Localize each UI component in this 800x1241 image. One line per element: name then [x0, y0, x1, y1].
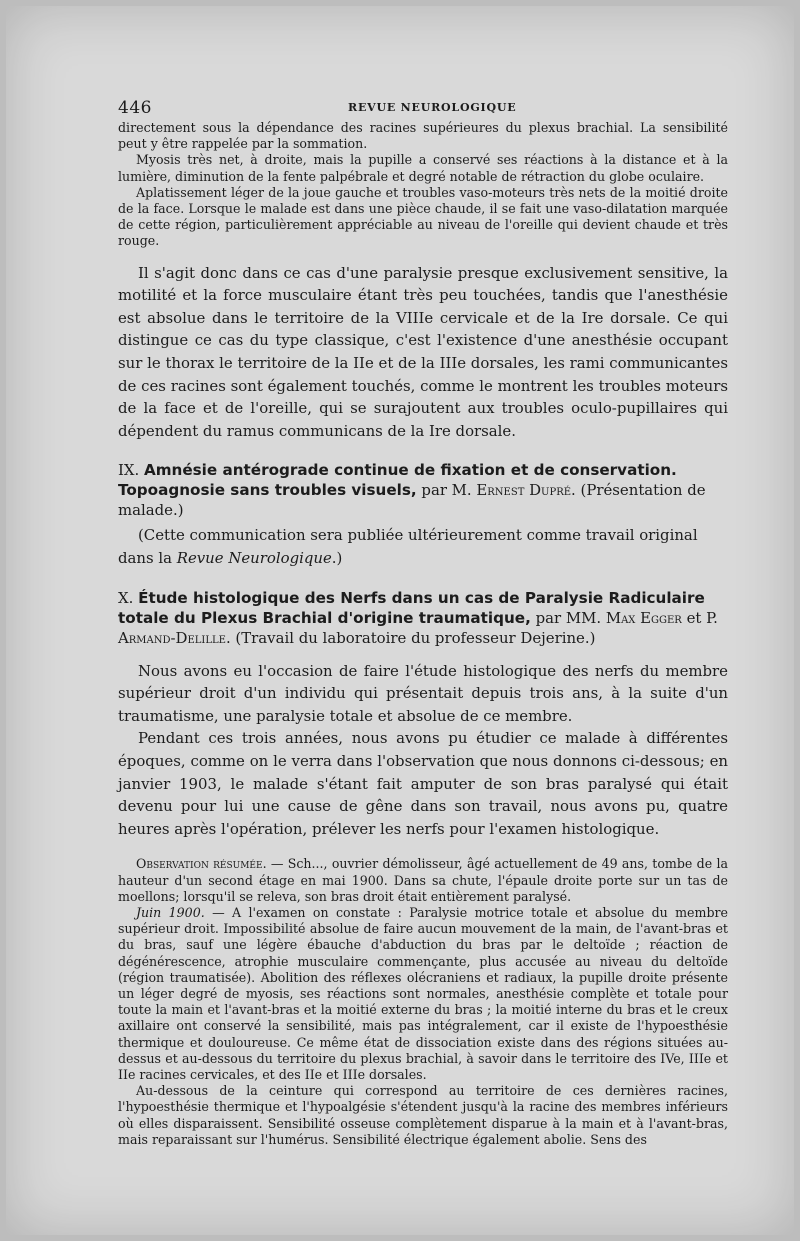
section-x-paragraph-2: Pendant ces trois années, nous avons pu étudier ce malade à différentes époques, comme on le verra dans l'observation que nous donnons ci-dessous; en janvier 1903, le malade s'étant fait amputer de son bras paralysé qui était devenu pour lui une cause de gêne dans son travail, nous avons pu, quatre heures après l'opération, prélever les nerfs pour l'examen histologique. — [118, 729, 728, 838]
observation-paragraph — [118, 856, 728, 905]
observation-text: — Sch..., ouvrier démolisseur, âgé actuellement de 49 ans, tombe de la hauteur d'un second étage en mai 1900. Dans sa chute, l'épaule droite porte sur un tas de moellons; lorsqu'il se releva, son bras droit était entièrement paralysé. — [118, 856, 728, 904]
journal-title: REVUE NEUROLOGIQUE — [348, 101, 517, 114]
section-ix-note-suffix: .) — [331, 548, 343, 567]
section-x-title: Étude histologique des Nerfs dans un cas de Paralysie Radiculaire totale du Plexus Brachial d'origine traumatique, — [118, 588, 705, 627]
section-x-suffix: . (Travail du laboratoire du professeur Dejerine.) — [225, 628, 596, 647]
observation-date-label: Juin 1900. — [136, 904, 205, 920]
scanned-page — [6, 6, 794, 1235]
observation-date-paragraph — [118, 905, 728, 1083]
section-x-number: X. — [118, 588, 134, 607]
observation-date-text: — A l'examen on constate : Paralysie motrice totale et absolue du membre supérieur droit. Impossibilité absolue de faire aucun mouvement de la main, de l'avant-bras et du bras, sauf une légère ébauche d'abduction du bras par le deltoïde ; réaction de dégénérescence, atrophie musculaire commençante, plus accusée au niveau du deltoïde (région traumatisée). Abolition des réflexes olécraniens et radiaux, la pupille droite présente un léger degré de myosis, ses réactions sont normales, anesthésie complète et totale pour toute la main et l'avant-bras et la moitié externe du bras ; la moitié interne du bras et le creux axillaire ont conservé la sensibilité, mais pas intégralement, car il existe de l'hypoesthésie thermique et douloureuse. Ce même état de dissociation existe dans des régions situées au-dessus et au-dessous du territoire du plexus brachial, à savoir dans le territoire des IVe, IIIe et IIe racines cervicales, et des IIe et IIIe dorsales. — [118, 904, 728, 1082]
running-header — [118, 98, 728, 120]
section-ix-note — [118, 524, 728, 569]
section-ix-title: Amnésie antérograde continue de fixation et de conservation. Topoagnosie sans troubles visuels, — [118, 461, 677, 500]
section-x-author-2: Armand-Delille — [118, 628, 226, 647]
observation-label: Observation résumée. — [136, 856, 267, 872]
section-ix-heading — [118, 460, 728, 520]
top-paragraph-3: Aplatissement léger de la joue gauche et troubles vaso-moteurs très nets de la moitié droite de la face. Lorsque le malade est dans une pièce chaude, il se fait une vaso-dilatation marquée de cette région, particulièrement appréciable au niveau de l'oreille qui devient chaude et très rouge. — [118, 184, 728, 249]
section-ix-note-journal: Revue Neurologique — [176, 548, 332, 567]
observation-last-paragraph: Au-dessous de la ceinture qui correspond au territoire de ces dernières racines, l'hypoesthésie thermique et l'hypoalgésie s'étendent jusqu'à la racine des membres inférieurs où elles disparaissent. Sensibilité osseuse complètement disparue à la main et à l'avant-bras, mais reparaissant sur l'humérus. Sensibilité électrique également abolie. Sens des — [118, 1083, 728, 1147]
section-ix-number: IX. — [118, 461, 140, 480]
section-ix-suffix: . (Présentation de malade.) — [118, 481, 706, 520]
top-paragraph-1: directement sous la dépendance des racines supérieures du plexus brachial. La sensibilité peut y être rappelée par la sommation. — [118, 120, 728, 152]
section-ix-note-prefix: (Cette communication sera publiée ultérieurement comme travail original dans la — [118, 526, 698, 567]
section-x-connector: et P. — [686, 608, 718, 627]
section-ix-author: Ernest Dupré — [476, 481, 572, 500]
section-x-paragraph-1: Nous avons eu l'occasion de faire l'étude histologique des nerfs du membre supérieur droit d'un individu qui présentait depuis trois ans, à la suite d'un traumatisme, une paralysie totale et absolue de ce membre. — [118, 661, 728, 725]
section-x-author-1: Max Egger — [605, 608, 682, 627]
conclusion-paragraph: Il s'agit donc dans ce cas d'une paralysie presque exclusivement sensitive, la motilité et la force musculaire étant très peu touchées, tandis que l'anesthésie est absolue dans le territoire de la VIIIe cervicale et de la Ire dorsale. Ce qui distingue ce cas du type classique, c'est l'existence d'une anesthésie occupant sur le thorax le territoire de la IIe et de la IIIe dorsales, les rami communicantes de ces racines sont également touchés, comme le montrent les troubles moteurs de la face et de l'oreille, qui se surajoutent aux troubles oculo-pupillaires qui dépendent du ramus communicans de la Ire dorsale. — [118, 263, 728, 440]
top-paragraph-2: Myosis très net, à droite, mais la pupille a conservé ses réactions à la distance et à la lumière, diminution de la fente palpébrale et degré notable de rétraction du globe oculaire. — [118, 152, 728, 184]
section-ix-byline-prefix: par M. — [421, 481, 472, 500]
section-x-byline-prefix: par MM. — [535, 608, 602, 627]
page-content — [118, 98, 728, 1148]
section-x-heading — [118, 588, 728, 648]
page-number: 446 — [118, 98, 152, 118]
